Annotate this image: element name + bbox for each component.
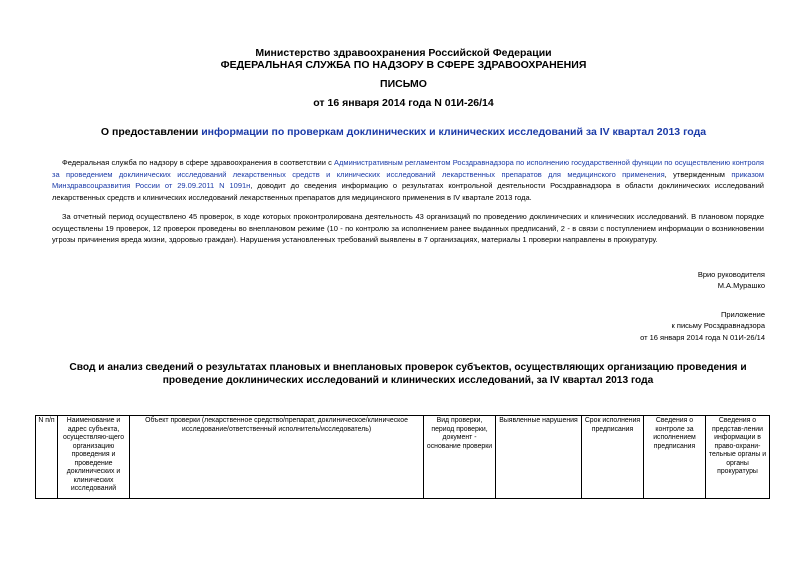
document-date: от 16 января 2014 года N 01И-26/14 [313, 97, 494, 109]
ministry-name: Министерство здравоохранения Российской Федерации [255, 47, 552, 59]
order-link[interactable]: приказом Минздравсоцразвития России от 29.09.2011 N 1091н [52, 169, 764, 190]
inspection-results-table [35, 415, 770, 499]
col-header-violations: Выявленные нарушения [496, 416, 582, 499]
service-name: ФЕДЕРАЛЬНАЯ СЛУЖБА ПО НАДЗОРУ В СФЕРЕ ЗДРАВООХРАНЕНИЯ [220, 59, 587, 71]
col-header-inspection-type: Вид проверки, период проверки, документ - основание проверки [424, 416, 496, 499]
document-type: ПИСЬМО [380, 78, 427, 90]
col-header-number: N п/п [36, 416, 58, 499]
signature-position: Врио руководителя [697, 270, 765, 279]
col-header-object: Объект проверки (лекарственное средство/препарат, доклиническое/клиническое исследование/ответственный исполнитель/исследователь) [130, 416, 424, 499]
document-title [0, 126, 807, 138]
signature-name: М.А.Мурашко [717, 281, 765, 291]
regulation-link[interactable]: Административным регламентом Росздравнадзора по исполнению государственной функции по осуществлению контроля за проведением доклинических исследований лекарственных средств и клинических исследований лекарственных препаратов для медицинского применения [52, 158, 764, 179]
table-header-row [36, 416, 770, 499]
paragraph1-text-1: Федеральная служба по надзору в сфере здравоохранения в соответствии с [62, 158, 335, 167]
title-link[interactable]: информации по проверкам доклинических и клинических исследований за IV квартал 2013 года [201, 126, 707, 138]
signature-block [698, 269, 765, 292]
appendix-line-2: к письму Росздравнадзора [671, 321, 765, 331]
col-header-control: Сведения о контроле за исполнением предписания [644, 416, 706, 499]
summary-title: Свод и анализ сведений о результатах плановых и внеплановых проверок субъектов, осуществляющих организацию проведения и проведение доклинических исследований и клинических исследований, за IV квартал 2013 года [69, 362, 747, 386]
paragraph1-text-2: , утвержденным [664, 169, 732, 179]
appendix-line-3: от 16 января 2014 года N 01И-26/14 [640, 332, 765, 342]
title-prefix: О предоставлении [100, 126, 202, 138]
paragraph-regulation [52, 157, 764, 203]
paragraph-statistics [52, 211, 764, 246]
appendix-line-1: Приложение [721, 310, 765, 319]
paragraph1-text-3: , доводит до сведения информацию о результатах контрольной деятельности Росздравнадзора в области доклинических исследований лекарственных средств и клинических исследований лекарственных препаратов для медицинского применения в IV квартале 2013 года. [52, 181, 764, 202]
col-header-prosecution: Сведения о представ-лении информации в право-охрани-тельные органы и органы прокуратуры [706, 416, 770, 499]
col-header-subject: Наименование и адрес субъекта, осуществляю-щего организацию проведения и проведение доклинических и клинических исследований [58, 416, 130, 499]
col-header-deadline: Срок исполнения предписания [582, 416, 644, 499]
appendix-block [640, 309, 765, 343]
paragraph2-text: За отчетный период осуществлено 45 проверок, в ходе которых проконтролирована деятельность 43 организаций по проведению доклинических и клинических исследований. В плановом порядке осуществлены 19 проверок, 12 проверок проведены во внеплановом режиме (10 - по контролю за исполнением ранее выданных предписаний, 2 - в связи с поступлением информации о возникновении угрозы причинения вреда жизни, здоровью граждан). Нарушения установленных требований выявлены в 7 организациях, материалы 1 проверки направлены в прокуратуру. [52, 212, 764, 244]
